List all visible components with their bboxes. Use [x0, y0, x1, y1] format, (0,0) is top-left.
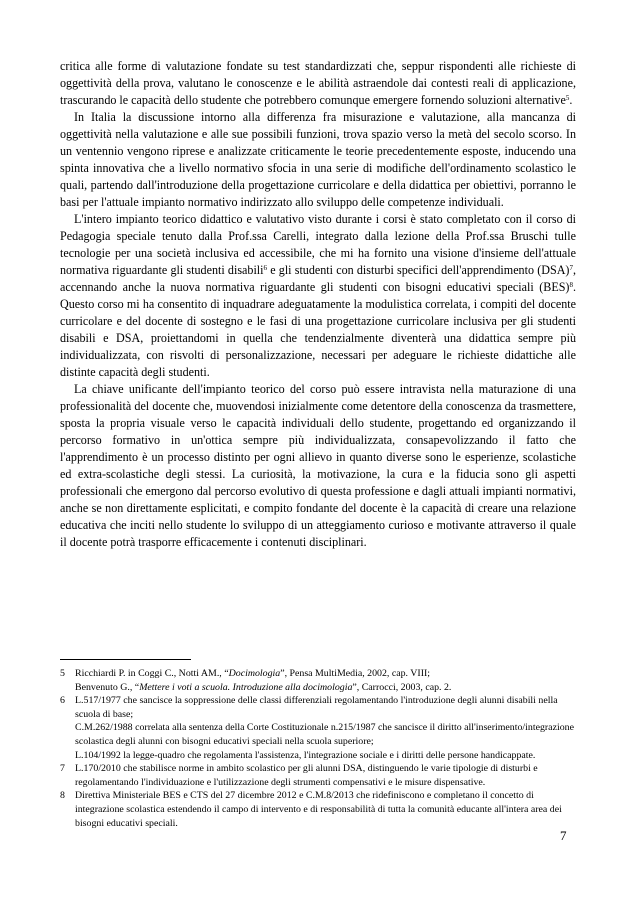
paragraph-text: . Questo corso mi ha consentito di inquadrare adeguatamente la modulistica correlata, i compiti del docente curricolare e del docente di sostegno e le fasi di una progettazione curricolare inclusiva per gli studenti disabili e DSA, proiettandomi in quella che tendenzialmente diventerà una didattica sempre più individualizzata, con risvolti di personalizzazione, necessari per adeguare le richieste didattiche alle distinte capacità degli studenti. — [60, 280, 576, 379]
paragraph-1 — [60, 58, 576, 109]
footnote-5 — [60, 667, 576, 694]
footnote-ref-7: 7 — [569, 264, 573, 272]
footnote-number: 6 — [60, 695, 65, 707]
footnote-8 — [60, 789, 576, 830]
paragraph-text: critica alle forme di valutazione fondate su test standardizzati che, seppur rispondenti alle richieste di oggettività della prova, valutano le conoscenze e le abilità astraendole dai contesti reali di applicazione, trascurando le capacità dello studente che potrebbero comunque emergere fornendo soluzioni alternative — [60, 59, 576, 107]
footnote-ref-6: 6 — [263, 264, 268, 272]
footnote-number: 7 — [60, 763, 65, 775]
footnote-line: Ricchiardi P. in Coggi C., Notti AM., “Docimologia”, Pensa MultiMedia, 2002, cap. VIII; — [75, 668, 431, 679]
footnote-7 — [60, 762, 576, 789]
paragraph-text: e gli studenti con disturbi specifici dell'apprendimento (DSA) — [267, 263, 570, 277]
paragraph-text: , accennando anche la nuova normativa riguardante gli studenti con bisogni educativi speciali (BES) — [60, 263, 576, 294]
footnote-line: L.104/1992 la legge-quadro che regolamenta l'assistenza, l'integrazione sociale e i diritti delle persone handicappate. — [75, 749, 536, 761]
paragraph-2: In Italia la discussione intorno alla differenza fra misurazione e valutazione, alla mancanza di oggettività nella valutazione e alle sue possibili funzioni, trova spazio verso la metà del secolo scorso. In un ventennio vengono riprese e analizzate criticamente le teorie precedentemente esposte, inducendo una spinta innovativa che a livello normativo sfocia in una serie di modifiche dell'ordinamento scolastico le quali, partendo dall'introduzione della progettazione curricolare e della didattica per obiettivi, porranno le basi per l'attuale impianto normativo indirizzato allo sviluppo delle competenze individuali. — [60, 110, 576, 209]
footnote-line: Direttiva Ministeriale BES e CTS del 27 dicembre 2012 e C.M.8/2013 che ridefiniscono e completano il concetto di integrazione scolastica estendendo il campo di intervento e di responsabilità di tutta la comunità educante all'intera area dei bisogni educativi speciali. — [75, 790, 562, 829]
footnote-line: C.M.262/1988 correlata alla sentenza della Corte Costituzionale n.215/1987 che sancisce il diritto all'inserimento/integrazione scolastica degli alunni con bisogni educativi speciali nella scuola superiore; — [75, 722, 574, 747]
footnote-number: 5 — [60, 668, 65, 679]
footnote-number: 8 — [60, 790, 65, 802]
page-number: 7 — [560, 828, 567, 843]
paragraph-text: . — [569, 93, 573, 107]
footnote-line: L.170/2010 che stabilisce norme in ambito scolastico per gli alunni DSA, distinguendo le varie tipologie di disturbi e regolamentando l'individuazione e l'utilizzazione degli strumenti compensativi e le misure dispensative. — [75, 763, 538, 788]
paragraph-text: L'intero impianto teorico didattico e valutativo visto durante i corsi è stato completato con il corso di Pedagogia speciale tenuto dalla Prof.ssa Carelli, integrato dalla lezione della Prof.ssa Bruschi tulle tecnologie per una società inclusiva ed accessibile, che mi ha fornito una visione d'insieme dell'attuale normativa riguardante gli studenti disabili — [60, 212, 576, 277]
footnote-6 — [60, 694, 576, 762]
footnote-text — [75, 694, 576, 762]
footnote-text — [75, 667, 576, 694]
footnote-line: Benvenuto G., “Mettere i voti a scuola. Introduzione alla docimologia”, Carrocci, 2003, cap. 2. — [75, 681, 452, 693]
paragraph-3 — [60, 211, 576, 381]
footnote-text — [75, 762, 576, 789]
footnote-ref-5: 5 — [565, 94, 570, 102]
footnote-text — [75, 789, 576, 830]
footnote-line: L.517/1977 che sancisce la soppressione delle classi differenziali regolamentando l'introduzione degli alunni disabili nella scuola di base; — [75, 695, 558, 720]
footnote-ref-8: 8 — [569, 281, 573, 289]
body-text — [60, 58, 576, 551]
footnotes — [60, 667, 576, 830]
footnote-separator — [60, 659, 191, 660]
paragraph-4: La chiave unificante dell'impianto teorico del corso può essere intravista nella maturazione di una professionalità del docente che, muovendosi inizialmente come detentore della conoscenza da trasmettere, sposta la propria visuale verso le capacità individuali dello studente, progettando ed organizzando il percorso formativo in un'ottica sempre più individualizzata, consapevolizzando il fatto che l'apprendimento è un processo distinto per ogni allievo in quanto diverse sono le esperienze, scolastiche ed extra-scolastiche degli stessi. La curiosità, la motivazione, la cura e la fiducia sono gli aspetti professionali che emergono dal percorso evolutivo di questa professione e dagli attuali impianti normativi, anche se non direttamente esplicitati, e compito fondante del docente è la capacità di creare una relazione educativa che inciti nello studente lo sviluppo di un atteggiamento curioso e motivante attraverso il quale il docente potrà trasporre efficacemente i contenuti disciplinari. — [60, 382, 576, 549]
